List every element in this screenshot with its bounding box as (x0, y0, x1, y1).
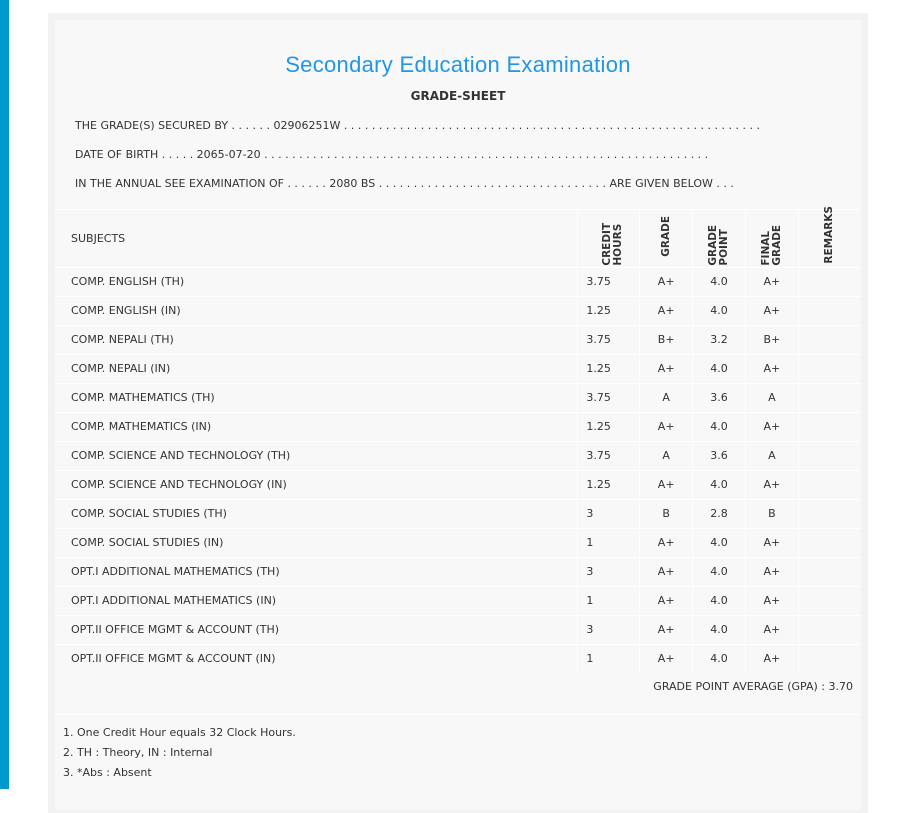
table-header (55, 210, 861, 268)
grade-cell: A+ (640, 528, 693, 557)
table-row (55, 296, 861, 325)
note-2: 2. TH : Theory, IN : Internal (63, 746, 213, 759)
subject-cell: OPT.I ADDITIONAL MATHEMATICS (TH) (55, 557, 578, 586)
grade-sheet (55, 20, 861, 810)
divider (55, 714, 861, 715)
grade-point-cell: 4.0 (693, 644, 746, 673)
header-final-grade: FINAL GRADE (759, 224, 783, 266)
credit-hours-cell: 3 (578, 499, 640, 528)
remarks-cell (798, 557, 861, 586)
grade-cell: A (640, 383, 693, 412)
subject-cell: COMP. MATHEMATICS (TH) (55, 383, 578, 412)
header-subjects: SUBJECTS (55, 210, 578, 268)
credit-hours-cell: 1.25 (578, 412, 640, 441)
final-grade-cell: B+ (745, 325, 798, 354)
grade-cell: A+ (640, 296, 693, 325)
final-grade-cell: A+ (745, 296, 798, 325)
table-row (55, 325, 861, 354)
remarks-cell (798, 441, 861, 470)
grade-cell: A+ (640, 354, 693, 383)
table-row (55, 383, 861, 412)
table-row (55, 354, 861, 383)
sheet-subtitle: GRADE-SHEET (410, 89, 506, 103)
subject-cell: COMP. ENGLISH (TH) (55, 267, 578, 296)
page-title: Secondary Education Examination (285, 52, 631, 77)
note-3: 3. *Abs : Absent (63, 766, 152, 779)
grade-cell: A+ (640, 586, 693, 615)
credit-hours-cell: 1.25 (578, 470, 640, 499)
credit-hours-cell: 3.75 (578, 267, 640, 296)
grade-cell: A+ (640, 267, 693, 296)
credit-hours-cell: 1 (578, 528, 640, 557)
subject-cell: COMP. SOCIAL STUDIES (TH) (55, 499, 578, 528)
grade-point-cell: 4.0 (693, 557, 746, 586)
remarks-cell (798, 499, 861, 528)
table-row (55, 644, 861, 673)
final-grade-cell: A+ (745, 644, 798, 673)
remarks-cell (798, 615, 861, 644)
final-grade-cell: A+ (745, 354, 798, 383)
table-row (55, 586, 861, 615)
grade-point-cell: 4.0 (693, 615, 746, 644)
remarks-cell (798, 528, 861, 557)
final-grade-cell: A+ (745, 615, 798, 644)
header-remarks: REMARKS (823, 206, 836, 264)
final-grade-cell: A+ (745, 557, 798, 586)
final-grade-cell: A+ (745, 470, 798, 499)
grade-cell: B+ (640, 325, 693, 354)
subject-cell: COMP. SCIENCE AND TECHNOLOGY (TH) (55, 441, 578, 470)
credit-hours-cell: 1.25 (578, 354, 640, 383)
symbol-number-line: THE GRADE(S) SECURED BY . . . . . . 02906251W . . . . . . . . . . . . . . . . . . . . . . . . . . . . . . . . . . . . . . . . . . . . . . . . . . . . . . . . . . . . (75, 119, 760, 132)
credit-hours-cell: 1 (578, 586, 640, 615)
table-row (55, 267, 861, 296)
grade-cell: A+ (640, 412, 693, 441)
subject-cell: COMP. SCIENCE AND TECHNOLOGY (IN) (55, 470, 578, 499)
remarks-cell (798, 412, 861, 441)
note-1: 1. One Credit Hour equals 32 Clock Hours. (63, 726, 296, 739)
grade-cell: B (640, 499, 693, 528)
final-grade-cell: A+ (745, 412, 798, 441)
final-grade-cell: A+ (745, 528, 798, 557)
table-row (55, 470, 861, 499)
header-credit-hours: CREDIT HOURS (600, 222, 624, 266)
grade-point-cell: 3.2 (693, 325, 746, 354)
grade-point-cell: 4.0 (693, 412, 746, 441)
credit-hours-cell: 3 (578, 615, 640, 644)
grades-table (55, 206, 861, 673)
subject-cell: COMP. ENGLISH (IN) (55, 296, 578, 325)
credit-hours-cell: 1 (578, 644, 640, 673)
subject-cell: OPT.II OFFICE MGMT & ACCOUNT (TH) (55, 615, 578, 644)
date-of-birth-line: DATE OF BIRTH . . . . . 2065-07-20 . . . . . . . . . . . . . . . . . . . . . . . . . . . . . . . . . . . . . . . . . . . . . . . . . . . . . . . . . . . . . . . . (75, 148, 709, 161)
grade-point-cell: 4.0 (693, 296, 746, 325)
remarks-cell (798, 325, 861, 354)
grade-point-cell: 3.6 (693, 441, 746, 470)
grade-cell: A (640, 441, 693, 470)
remarks-cell (798, 383, 861, 412)
credit-hours-cell: 3.75 (578, 383, 640, 412)
grade-point-cell: 4.0 (693, 354, 746, 383)
table-row (55, 412, 861, 441)
header-grade: GRADE (659, 216, 672, 258)
grade-point-cell: 3.6 (693, 383, 746, 412)
final-grade-cell: A+ (745, 267, 798, 296)
subject-cell: COMP. SOCIAL STUDIES (IN) (55, 528, 578, 557)
subject-cell: COMP. NEPALI (IN) (55, 354, 578, 383)
header-grade-point: GRADE POINT (706, 224, 730, 266)
grade-point-cell: 4.0 (693, 528, 746, 557)
grade-point-cell: 4.0 (693, 470, 746, 499)
grade-cell: A+ (640, 644, 693, 673)
table-row (55, 441, 861, 470)
gpa-summary: GRADE POINT AVERAGE (GPA) : 3.70 (653, 680, 853, 693)
left-accent-bar (0, 0, 9, 789)
table-row (55, 557, 861, 586)
subject-cell: OPT.II OFFICE MGMT & ACCOUNT (IN) (55, 644, 578, 673)
remarks-cell (798, 296, 861, 325)
credit-hours-cell: 3.75 (578, 441, 640, 470)
remarks-cell (798, 267, 861, 296)
final-grade-cell: A (745, 383, 798, 412)
remarks-cell (798, 644, 861, 673)
grade-cell: A+ (640, 470, 693, 499)
remarks-cell (798, 354, 861, 383)
final-grade-cell: A+ (745, 586, 798, 615)
grade-point-cell: 4.0 (693, 586, 746, 615)
grade-cell: A+ (640, 557, 693, 586)
examination-line: IN THE ANNUAL SEE EXAMINATION OF . . . . . . 2080 BS . . . . . . . . . . . . . . . . . . . . . . . . . . . . . . . . . ARE GIVEN BELOW . . . (75, 177, 734, 190)
grade-point-cell: 2.8 (693, 499, 746, 528)
table-row (55, 615, 861, 644)
subject-cell: COMP. NEPALI (TH) (55, 325, 578, 354)
subject-cell: COMP. MATHEMATICS (IN) (55, 412, 578, 441)
final-grade-cell: A (745, 441, 798, 470)
remarks-cell (798, 586, 861, 615)
grade-cell: A+ (640, 615, 693, 644)
credit-hours-cell: 3.75 (578, 325, 640, 354)
grade-point-cell: 4.0 (693, 267, 746, 296)
credit-hours-cell: 1.25 (578, 296, 640, 325)
subject-cell: OPT.I ADDITIONAL MATHEMATICS (IN) (55, 586, 578, 615)
final-grade-cell: B (745, 499, 798, 528)
remarks-cell (798, 470, 861, 499)
credit-hours-cell: 3 (578, 557, 640, 586)
table-row (55, 528, 861, 557)
table-row (55, 499, 861, 528)
